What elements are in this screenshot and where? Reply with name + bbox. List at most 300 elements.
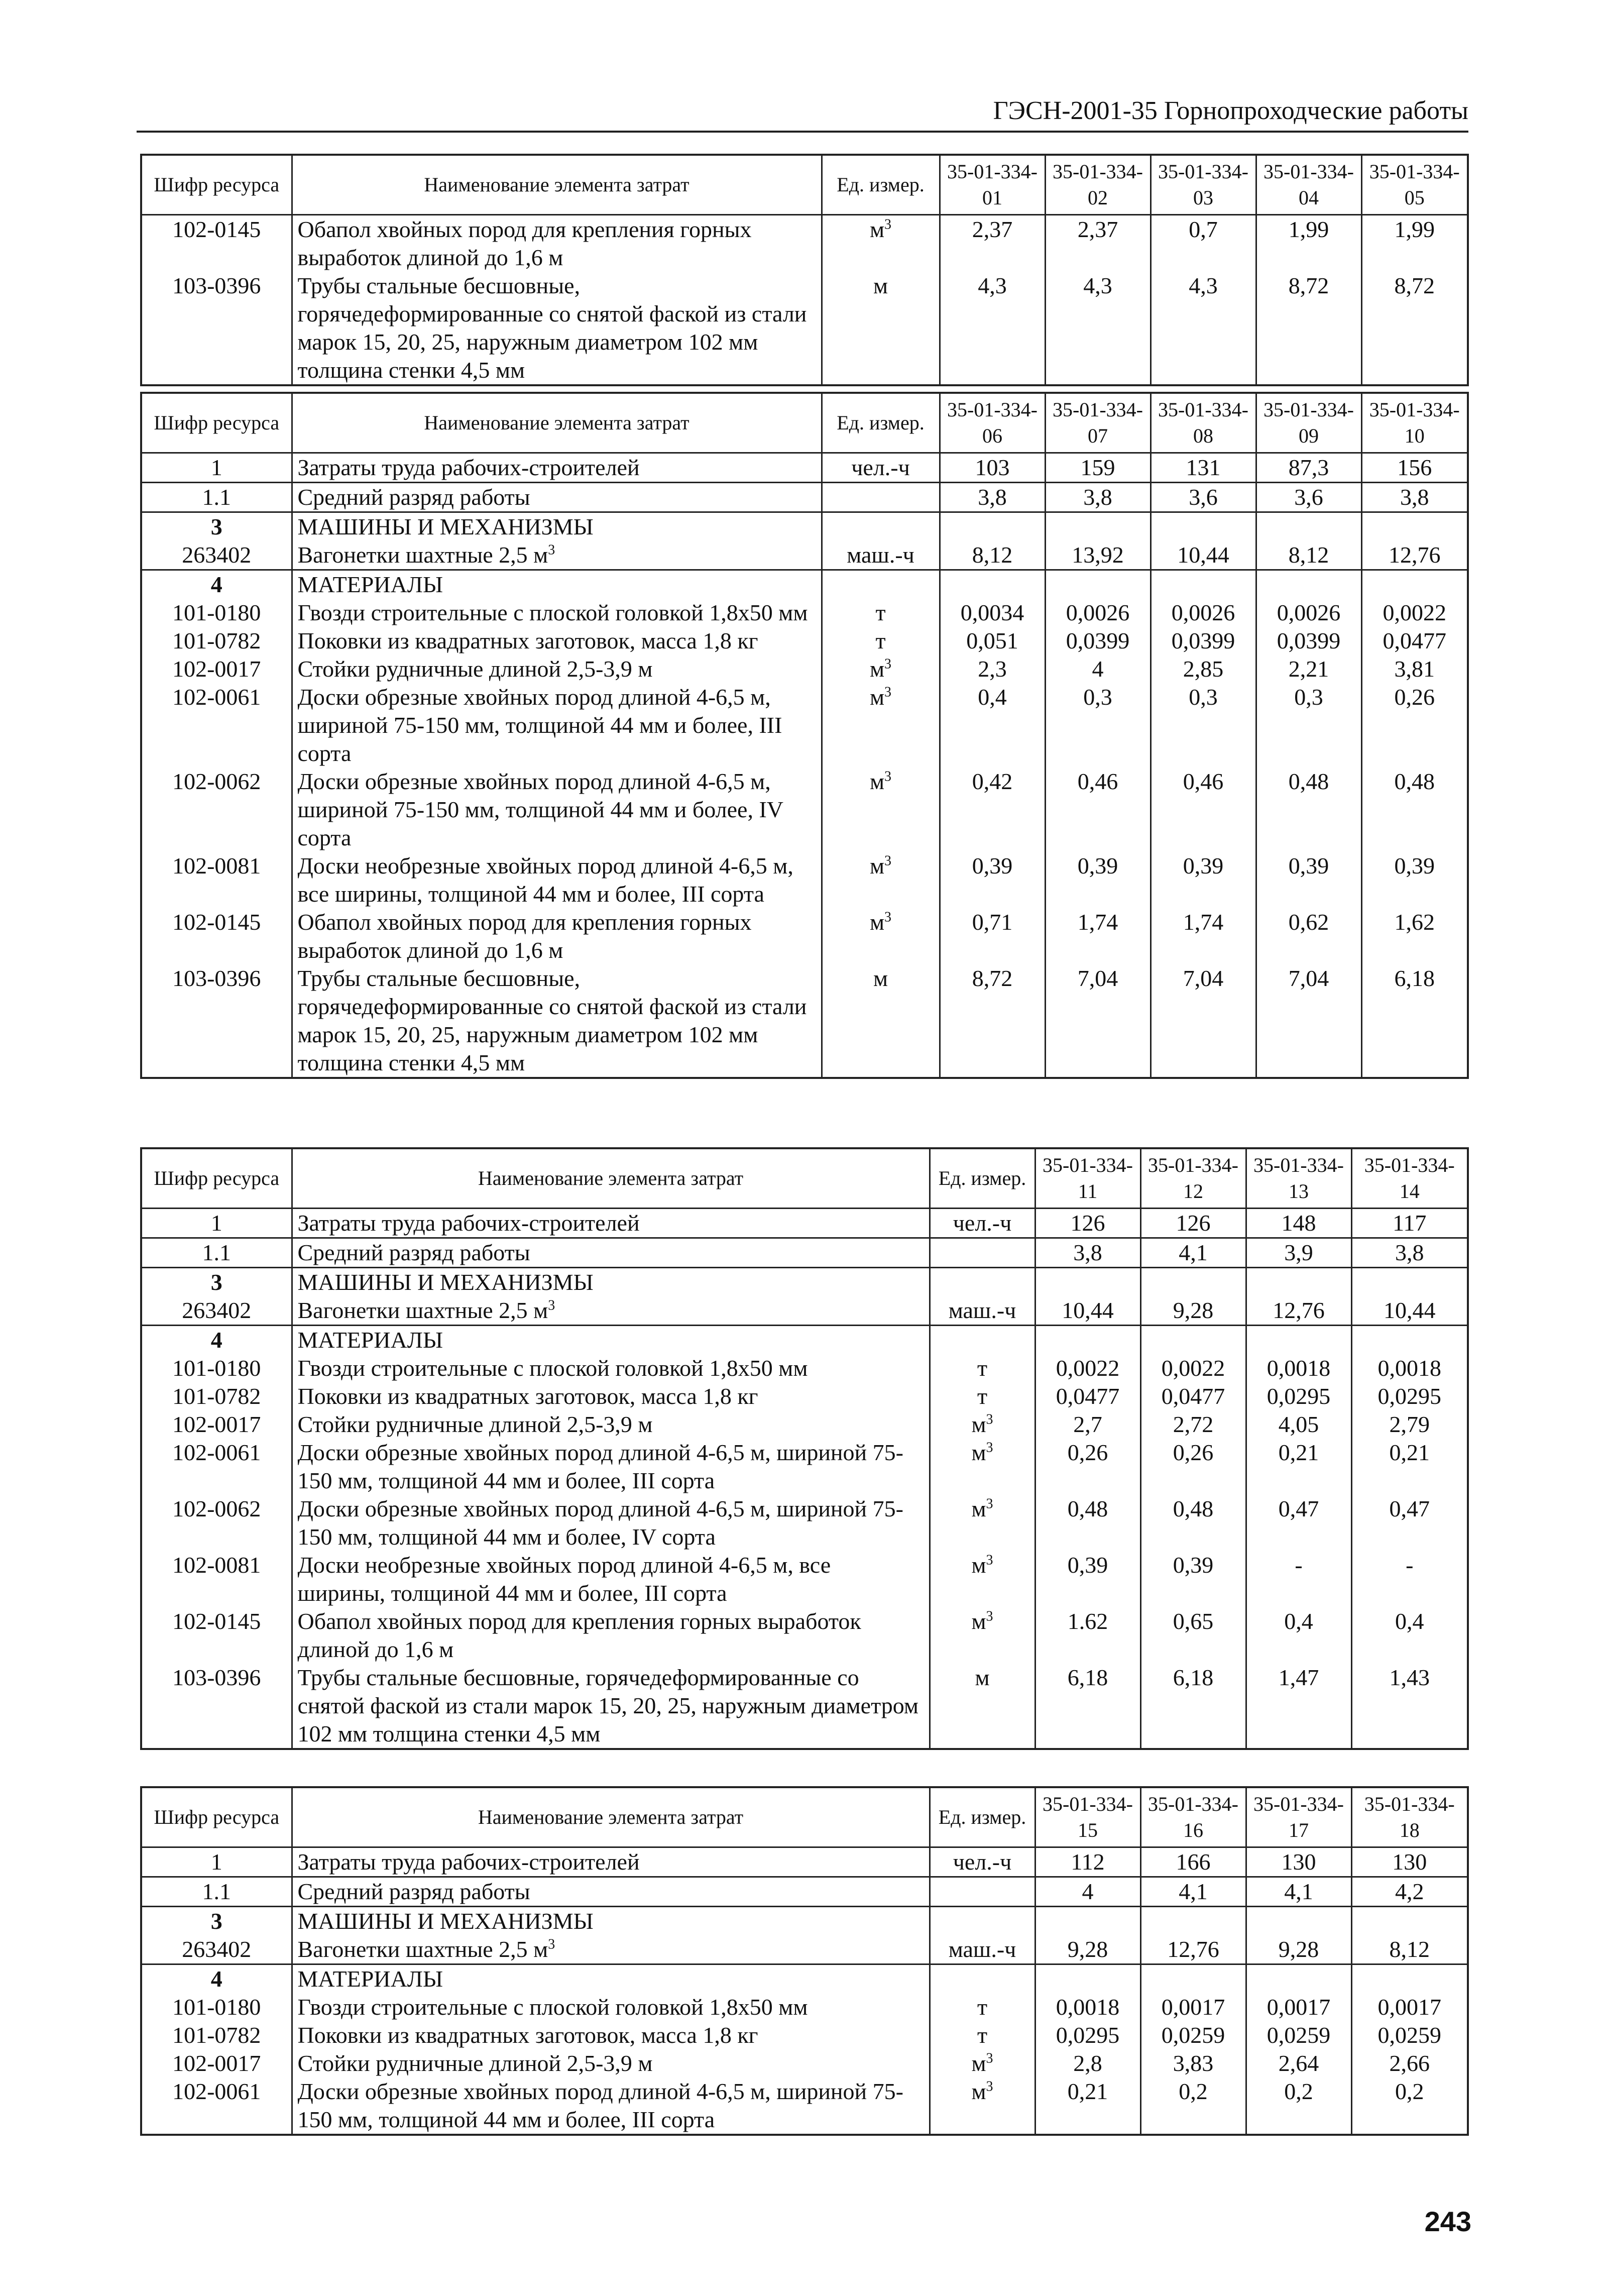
value-cell: 0,0026 [1256,599,1361,627]
table-row [141,1664,1468,1749]
resource-code: 3 [141,1907,292,1936]
resource-code: 1.1 [141,483,292,512]
column-header-norm: 35-01-334-16 [1140,1787,1246,1847]
value-cell: 0,0295 [1246,1382,1351,1410]
value-cell: 3,8 [1045,483,1151,512]
resource-name: Стойки рудничные длиной 2,5-3,9 м [292,1410,930,1439]
value-cell: 2,8 [1035,2049,1140,2078]
unit-cell: т [930,1993,1035,2021]
value-cell: 3,83 [1140,2049,1246,2078]
resource-name: Поковки из квадратных заготовок, масса 1,8 кг [292,1382,930,1410]
value-cell: 10,44 [1035,1296,1140,1326]
value-cell: 0,0259 [1246,2021,1351,2049]
value-cell [1256,570,1361,599]
unit-cell: т [930,1354,1035,1382]
resource-code: 101-0782 [141,627,292,655]
value-cell: 0,48 [1256,768,1361,852]
value-cell: 12,76 [1140,1935,1246,1964]
table-row [141,1209,1468,1238]
value-cell: 166 [1140,1847,1246,1877]
value-cell: 7,04 [1256,964,1361,1078]
resource-name: Стойки рудничные длиной 2,5-3,9 м [292,655,822,683]
resource-code: 102-0081 [141,1551,292,1607]
value-cell: 2,66 [1351,2049,1468,2078]
resource-name: Гвозди строительные с плоской головкой 1,8х50 мм [292,1354,930,1382]
column-header-unit: Ед. измер. [822,393,940,453]
column-header-norm: 35-01-334-06 [940,393,1045,453]
value-cell: 8,72 [1361,272,1468,385]
table-row [141,599,1468,627]
section-row [141,570,1468,599]
value-cell: 2,37 [1045,215,1151,272]
unit-cell: $м^3$ [822,655,940,683]
value-cell: 0,39 [940,852,1045,908]
value-cell: 1,99 [1361,215,1468,272]
value-cell: 10,44 [1351,1296,1468,1326]
value-cell: 0,26 [1035,1439,1140,1495]
value-cell: 3,6 [1151,483,1256,512]
value-cell: 0,0399 [1045,627,1151,655]
resource-name: Средний разряд работы [292,1238,930,1268]
value-cell: 0,0477 [1035,1382,1140,1410]
resource-code: 4 [141,570,292,599]
column-header-norm: 35-01-334-09 [1256,393,1361,453]
value-cell: 0,0399 [1256,627,1361,655]
resource-code: 102-0145 [141,215,292,272]
resource-name: Доски обрезные хвойных пород длиной 4-6,5 м, шириной 75-150 мм, толщиной 44 мм и более, III сорта [292,2078,930,2135]
value-cell [1351,1326,1468,1355]
value-cell: 0,0259 [1140,2021,1246,2049]
column-header-norm: 35-01-334-05 [1361,155,1468,215]
column-header-norm: 35-01-334-17 [1246,1787,1351,1847]
value-cell: 0,39 [1140,1551,1246,1607]
value-cell: 1,99 [1256,215,1361,272]
value-cell: 0,0034 [940,599,1045,627]
resource-code: 101-0180 [141,599,292,627]
table-row [141,1296,1468,1326]
resource-name: Стойки рудничные длиной 2,5-3,9 м [292,2049,930,2078]
value-cell: 0,39 [1151,852,1256,908]
value-cell: 117 [1351,1209,1468,1238]
resource-name: Вагонетки шахтные 2,5 $м^3$ [292,1935,930,1964]
value-cell: 8,12 [1351,1935,1468,1964]
value-cell: 0,0017 [1351,1993,1468,2021]
value-cell: 0,46 [1151,768,1256,852]
unit-cell [930,1907,1035,1936]
section-row [141,1326,1468,1355]
value-cell: 0,4 [1351,1607,1468,1664]
table-row [141,483,1468,512]
table-row [141,1410,1468,1439]
column-header-unit: Ед. измер. [822,155,940,215]
resource-name: Доски обрезные хвойных пород длиной 4-6,5 м, шириной 75-150 мм, толщиной 44 мм и более, III сорта [292,683,822,768]
value-cell: 0,39 [1361,852,1468,908]
column-header-code: Шифр ресурса [141,155,292,215]
value-cell: 156 [1361,453,1468,483]
value-cell: 9,28 [1035,1935,1140,1964]
value-cell: 0,0477 [1140,1382,1246,1410]
table-row [141,627,1468,655]
unit-cell: т [930,2021,1035,2049]
resource-table [140,154,1469,386]
unit-cell: т [822,599,940,627]
value-cell: 0,65 [1140,1607,1246,1664]
value-cell [1140,1326,1246,1355]
value-cell: 0,0018 [1035,1993,1140,2021]
value-cell [1140,1907,1246,1936]
value-cell: 7,04 [1045,964,1151,1078]
value-cell [1361,512,1468,541]
unit-cell: маш.-ч [930,1935,1035,1964]
unit-cell [930,1964,1035,1994]
resource-name: Обапол хвойных пород для крепления горных выработок длиной до 1,6 м [292,908,822,964]
resource-code: 103-0396 [141,1664,292,1749]
value-cell [1151,570,1256,599]
resource-name: Поковки из квадратных заготовок, масса 1,8 кг [292,627,822,655]
resource-name: Средний разряд работы [292,1877,930,1907]
value-cell: - [1246,1551,1351,1607]
column-header-norm: 35-01-334-14 [1351,1148,1468,1209]
unit-cell: $м^3$ [822,215,940,272]
table-row [141,1439,1468,1495]
table-row [141,2049,1468,2078]
value-cell: 0,0022 [1361,599,1468,627]
value-cell: 0,0026 [1045,599,1151,627]
section-title: МАШИНЫ И МЕХАНИЗМЫ [292,512,822,541]
value-cell [1035,1326,1140,1355]
page-number: 243 [1424,2206,1471,2237]
header-row [141,155,1468,215]
value-cell: 1,47 [1246,1664,1351,1749]
unit-cell: $м^3$ [930,1410,1035,1439]
unit-cell: $м^3$ [930,1551,1035,1607]
value-cell [940,570,1045,599]
value-cell: 3,9 [1246,1238,1351,1268]
value-cell: 3,8 [940,483,1045,512]
value-cell: 2,37 [940,215,1045,272]
resource-name: Доски обрезные хвойных пород длиной 4-6,5 м, шириной 75-150 мм, толщиной 44 мм и более, IV сорта [292,768,822,852]
resource-name: Затраты труда рабочих-строителей [292,453,822,483]
value-cell: 0,3 [1256,683,1361,768]
value-cell: 4,05 [1246,1410,1351,1439]
value-cell: 2,85 [1151,655,1256,683]
table-row [141,1877,1468,1907]
value-cell: 4,2 [1351,1877,1468,1907]
table-row [141,1607,1468,1664]
value-cell [940,512,1045,541]
column-header-name: Наименование элемента затрат [292,1148,930,1209]
resource-name: Трубы стальные бесшовные, горячедеформированные со снятой фаской из стали марок 15, 20, 25, наружным диаметром 102 мм толщина стенки 4,5 мм [292,964,822,1078]
table-row [141,1993,1468,2021]
unit-cell [822,570,940,599]
value-cell: 4 [1045,655,1151,683]
unit-cell [930,1326,1035,1355]
value-cell: 3,8 [1351,1238,1468,1268]
resource-name: Доски обрезные хвойных пород длиной 4-6,5 м, шириной 75-150 мм, толщиной 44 мм и более, IV сорта [292,1495,930,1551]
value-cell: 6,18 [1361,964,1468,1078]
unit-cell [930,1238,1035,1268]
resource-code: 102-0062 [141,1495,292,1551]
resource-name: Затраты труда рабочих-строителей [292,1209,930,1238]
resource-name: Доски необрезные хвойных пород длиной 4-6,5 м, все ширины, толщиной 44 мм и более, III сорта [292,852,822,908]
resource-code: 101-0180 [141,1354,292,1382]
resource-code: 101-0782 [141,2021,292,2049]
value-cell: 6,18 [1035,1664,1140,1749]
value-cell: 8,12 [1256,541,1361,570]
value-cell: 130 [1351,1847,1468,1877]
value-cell: 0,39 [1035,1551,1140,1607]
value-cell: 1,74 [1151,908,1256,964]
table-row [141,683,1468,768]
section-title: МАШИНЫ И МЕХАНИЗМЫ [292,1907,930,1936]
column-header-norm: 35-01-334-07 [1045,393,1151,453]
value-cell: 0,0022 [1140,1354,1246,1382]
value-cell: 0,62 [1256,908,1361,964]
unit-cell: т [822,627,940,655]
resource-table [140,1786,1469,2136]
value-cell: 3,6 [1256,483,1361,512]
value-cell: 0,0259 [1351,2021,1468,2049]
unit-cell: м [822,272,940,385]
value-cell: 0,2 [1140,2078,1246,2135]
column-header-name: Наименование элемента затрат [292,155,822,215]
value-cell: 0,4 [940,683,1045,768]
table-row [141,655,1468,683]
resource-code: 102-0061 [141,1439,292,1495]
column-header-norm: 35-01-334-10 [1361,393,1468,453]
value-cell: 1,43 [1351,1664,1468,1749]
resource-code: 263402 [141,1296,292,1326]
value-cell: 0,48 [1140,1495,1246,1551]
value-cell: 1,62 [1361,908,1468,964]
resource-name: Доски обрезные хвойных пород длиной 4-6,5 м, шириной 75-150 мм, толщиной 44 мм и более, III сорта [292,1439,930,1495]
value-cell: 112 [1035,1847,1140,1877]
table-row [141,768,1468,852]
value-cell: 0,0295 [1351,1382,1468,1410]
value-cell: 0,71 [940,908,1045,964]
resource-code: 102-0017 [141,2049,292,2078]
table-row [141,2078,1468,2135]
unit-cell: т [930,1382,1035,1410]
value-cell [1035,1964,1140,1994]
value-cell: 4,3 [1045,272,1151,385]
section-title: МАТЕРИАЛЫ [292,570,822,599]
value-cell [1351,1268,1468,1297]
table-row [141,1382,1468,1410]
value-cell: 0,0017 [1246,1993,1351,2021]
value-cell: 0,26 [1140,1439,1246,1495]
value-cell [1246,1268,1351,1297]
resource-code: 1 [141,1847,292,1877]
value-cell: 13,92 [1045,541,1151,570]
column-header-norm: 35-01-334-02 [1045,155,1151,215]
value-cell: 7,04 [1151,964,1256,1078]
resource-code: 4 [141,1964,292,1994]
value-cell: 0,0295 [1035,2021,1140,2049]
value-cell: 4,3 [940,272,1045,385]
column-header-norm: 35-01-334-01 [940,155,1045,215]
value-cell [1361,570,1468,599]
table-row [141,1354,1468,1382]
resource-code: 102-0017 [141,1410,292,1439]
resource-code: 102-0061 [141,2078,292,2135]
column-header-norm: 35-01-334-08 [1151,393,1256,453]
value-cell: 8,12 [940,541,1045,570]
value-cell: 2,7 [1035,1410,1140,1439]
resource-code: 1 [141,453,292,483]
value-cell [1351,1964,1468,1994]
value-cell: 0,0022 [1035,1354,1140,1382]
value-cell: 0,0399 [1151,627,1256,655]
header-row [141,1787,1468,1847]
resource-code: 101-0782 [141,1382,292,1410]
table-row [141,541,1468,570]
value-cell: 2,3 [940,655,1045,683]
column-header-code: Шифр ресурса [141,393,292,453]
value-cell: 0,26 [1361,683,1468,768]
resource-code: 102-0061 [141,683,292,768]
unit-cell: м [822,964,940,1078]
column-header-code: Шифр ресурса [141,1148,292,1209]
value-cell [1045,512,1151,541]
unit-cell: м [930,1664,1035,1749]
value-cell: 12,76 [1246,1296,1351,1326]
table-row [141,964,1468,1078]
value-cell: 126 [1140,1209,1246,1238]
value-cell: 0,2 [1246,2078,1351,2135]
value-cell [1246,1326,1351,1355]
table-row [141,1847,1468,1877]
value-cell: 0,0018 [1351,1354,1468,1382]
unit-cell [822,512,940,541]
column-header-norm: 35-01-334-15 [1035,1787,1140,1847]
value-cell: 0,21 [1351,1439,1468,1495]
column-header-norm: 35-01-334-03 [1151,155,1256,215]
resource-code: 3 [141,1268,292,1297]
value-cell: 0,39 [1256,852,1361,908]
page-header: ГЭСН-2001-35 Горнопроходческие работы [137,95,1468,133]
table-row [141,1551,1468,1607]
table-row [141,2021,1468,2049]
value-cell: 4,1 [1140,1238,1246,1268]
value-cell: 9,28 [1246,1935,1351,1964]
resource-code: 103-0396 [141,272,292,385]
unit-cell: $м^3$ [822,683,940,768]
value-cell: 0,47 [1246,1495,1351,1551]
resource-code: 102-0081 [141,852,292,908]
value-cell: 87,3 [1256,453,1361,483]
value-cell: 103 [940,453,1045,483]
unit-cell: чел.-ч [822,453,940,483]
value-cell: 126 [1035,1209,1140,1238]
resource-code: 1 [141,1209,292,1238]
resource-name: Гвозди строительные с плоской головкой 1,8х50 мм [292,599,822,627]
value-cell [1035,1268,1140,1297]
value-cell: 3,8 [1035,1238,1140,1268]
resource-code: 263402 [141,541,292,570]
table-row [141,852,1468,908]
value-cell: 2,72 [1140,1410,1246,1439]
value-cell: 2,79 [1351,1410,1468,1439]
value-cell: 10,44 [1151,541,1256,570]
resource-code: 263402 [141,1935,292,1964]
value-cell: 2,64 [1246,2049,1351,2078]
resource-code: 4 [141,1326,292,1355]
section-row [141,1907,1468,1936]
resource-name: Средний разряд работы [292,483,822,512]
resource-code: 102-0017 [141,655,292,683]
value-cell [1045,570,1151,599]
resource-code: 102-0062 [141,768,292,852]
unit-cell [930,1877,1035,1907]
resource-code: 1.1 [141,1877,292,1907]
value-cell: 0,0477 [1361,627,1468,655]
value-cell: 9,28 [1140,1296,1246,1326]
column-header-name: Наименование элемента затрат [292,393,822,453]
unit-cell: чел.-ч [930,1847,1035,1877]
table-row [141,1495,1468,1551]
value-cell: 0,3 [1151,683,1256,768]
unit-cell: $м^3$ [930,2049,1035,2078]
header-row [141,393,1468,453]
section-title: МАШИНЫ И МЕХАНИЗМЫ [292,1268,930,1297]
value-cell [1151,512,1256,541]
resource-name: Трубы стальные бесшовные, горячедеформированные со снятой фаской из стали марок 15, 20, 25, наружным диаметром 102 мм толщина стенки 4,5 мм [292,272,822,385]
resource-code: 102-0145 [141,908,292,964]
column-header-norm: 35-01-334-18 [1351,1787,1468,1847]
column-header-unit: Ед. измер. [930,1148,1035,1209]
unit-cell [822,483,940,512]
value-cell: 4,3 [1151,272,1256,385]
value-cell: 0,0018 [1246,1354,1351,1382]
header-row [141,1148,1468,1209]
column-header-code: Шифр ресурса [141,1787,292,1847]
resource-name: Трубы стальные бесшовные, горячедеформированные со снятой фаской из стали марок 15, 20, 25, наружным диаметром 102 мм толщина стенки 4,5 мм [292,1664,930,1749]
table-row [141,908,1468,964]
value-cell: 4 [1035,1877,1140,1907]
value-cell: 0,0017 [1140,1993,1246,2021]
resource-name: Гвозди строительные с плоской головкой 1,8х50 мм [292,1993,930,2021]
unit-cell: $м^3$ [930,1607,1035,1664]
value-cell: 0,48 [1361,768,1468,852]
column-header-unit: Ед. измер. [930,1787,1035,1847]
resource-table [140,1147,1469,1750]
section-title: МАТЕРИАЛЫ [292,1326,930,1355]
value-cell: 0,21 [1035,2078,1140,2135]
unit-cell: маш.-ч [822,541,940,570]
resource-name: Обапол хвойных пород для крепления горных выработок длиной до 1,6 м [292,215,822,272]
value-cell: 0,21 [1246,1439,1351,1495]
value-cell: 0,0026 [1151,599,1256,627]
unit-cell: $м^3$ [930,2078,1035,2135]
column-header-norm: 35-01-334-12 [1140,1148,1246,1209]
value-cell: 4,1 [1140,1877,1246,1907]
resource-name: Доски необрезные хвойных пород длиной 4-6,5 м, все ширины, толщиной 44 мм и более, III сорта [292,1551,930,1607]
resource-code: 101-0180 [141,1993,292,2021]
resource-code: 103-0396 [141,964,292,1078]
unit-cell: маш.-ч [930,1296,1035,1326]
resource-code: 1.1 [141,1238,292,1268]
value-cell: - [1351,1551,1468,1607]
value-cell [1140,1964,1246,1994]
table-row [141,453,1468,483]
value-cell: 0,4 [1246,1607,1351,1664]
section-row [141,1268,1468,1297]
value-cell [1351,1907,1468,1936]
value-cell: 159 [1045,453,1151,483]
resource-code: 3 [141,512,292,541]
unit-cell: чел.-ч [930,1209,1035,1238]
